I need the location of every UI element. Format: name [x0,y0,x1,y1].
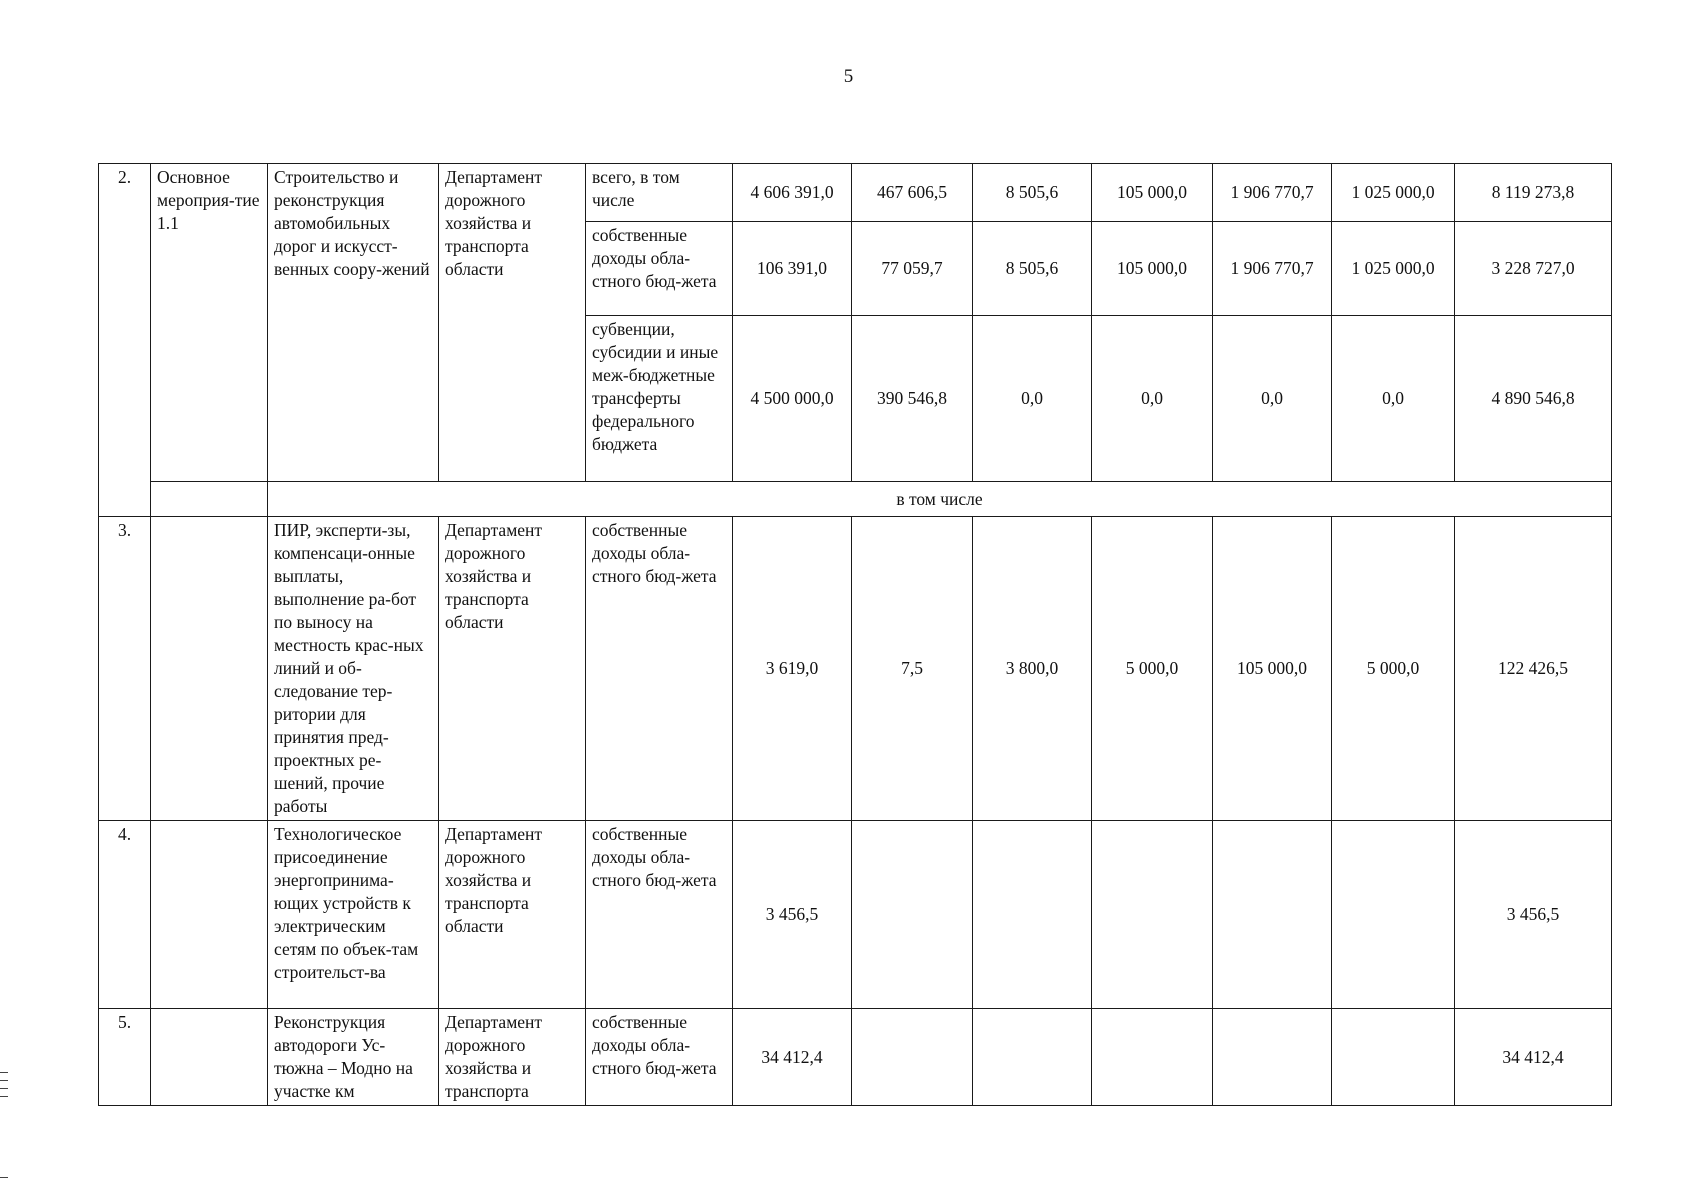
margin-mark [0,1072,8,1073]
measure-cell: Основное мероприя-тие 1.1 [151,164,268,482]
value-cell: 77 059,7 [852,222,973,316]
source-cell: субвенции, субсидии и иные меж-бюджетные трансферты федерального бюджета [586,316,733,482]
total-value-cell: 8 119 273,8 [1455,164,1612,222]
name-cell: Технологическое присоединение энергопринима-ющих устройств к электрическим сетям по объек-там строительст-ва [268,821,439,1009]
executor-cell: Департамент дорожного хозяйства и транспорта области [439,517,586,821]
margin-mark [0,1177,8,1178]
name-cell: ПИР, эксперти-зы, компенсаци-онные выплаты, выполнение ра-бот по выносу на местность крас-ных линий и об-следование тер-ритории для принятия пред-проектных ре-шений, прочие работы [268,517,439,821]
value-cell: 34 412,4 [733,1009,852,1106]
budget-table [98,163,1612,1106]
value-cell: 1 906 770,7 [1213,222,1332,316]
value-cell: 3 456,5 [733,821,852,1009]
value-cell: 1 025 000,0 [1332,222,1455,316]
value-cell: 105 000,0 [1092,164,1213,222]
value-cell: 3 619,0 [733,517,852,821]
value-cell: 0,0 [1332,316,1455,482]
value-cell: 7,5 [852,517,973,821]
row-number: 2. [99,164,151,517]
source-cell: собственные доходы обла-стного бюд-жета [586,1009,733,1106]
value-cell: 105 000,0 [1092,222,1213,316]
value-cell [852,1009,973,1106]
value-cell: 8 505,6 [973,222,1092,316]
value-cell: 106 391,0 [733,222,852,316]
measure-cell [151,517,268,821]
value-cell: 5 000,0 [1332,517,1455,821]
value-cell: 0,0 [1213,316,1332,482]
margin-mark [0,1088,8,1089]
table-row [99,821,1612,1009]
value-cell: 1 906 770,7 [1213,164,1332,222]
total-value-cell: 4 890 546,8 [1455,316,1612,482]
table-row [99,517,1612,821]
value-cell [973,1009,1092,1106]
page-number: 5 [843,66,854,87]
margin-mark [0,1080,8,1081]
executor-cell: Департамент дорожного хозяйства и транспорта области [439,164,586,482]
value-cell [1213,1009,1332,1106]
measure-cell [151,1009,268,1106]
name-cell: Строительство и реконструкция автомобильных дорог и искусст-венных соору-жений [268,164,439,482]
value-cell: 0,0 [1092,316,1213,482]
value-cell: 105 000,0 [1213,517,1332,821]
value-cell: 5 000,0 [1092,517,1213,821]
value-cell [1092,821,1213,1009]
value-cell: 390 546,8 [852,316,973,482]
executor-cell: Департамент дорожного хозяйства и транспорта [439,1009,586,1106]
value-cell: 0,0 [973,316,1092,482]
value-cell [1213,821,1332,1009]
executor-cell: Департамент дорожного хозяйства и транспорта области [439,821,586,1009]
value-cell: 3 800,0 [973,517,1092,821]
value-cell [1092,1009,1213,1106]
name-cell: Реконструкция автодороги Ус-тюжна – Модно на участке км [268,1009,439,1106]
value-cell: 8 505,6 [973,164,1092,222]
row-number: 3. [99,517,151,821]
table-row [99,164,1612,222]
value-cell: 467 606,5 [852,164,973,222]
total-value-cell: 122 426,5 [1455,517,1612,821]
row-number: 4. [99,821,151,1009]
source-cell: собственные доходы обла-стного бюд-жета [586,222,733,316]
total-value-cell: 3 456,5 [1455,821,1612,1009]
value-cell [1332,1009,1455,1106]
subheader-label: в том числе [268,482,1612,517]
total-value-cell: 34 412,4 [1455,1009,1612,1106]
table-row [99,1009,1612,1106]
value-cell: 1 025 000,0 [1332,164,1455,222]
row-number: 5. [99,1009,151,1106]
value-cell: 4 606 391,0 [733,164,852,222]
value-cell: 4 500 000,0 [733,316,852,482]
source-cell: всего, в том числе [586,164,733,222]
source-cell: собственные доходы обла-стного бюд-жета [586,517,733,821]
source-cell: собственные доходы обла-стного бюд-жета [586,821,733,1009]
empty-cell [151,482,268,517]
value-cell [973,821,1092,1009]
value-cell [852,821,973,1009]
total-value-cell: 3 228 727,0 [1455,222,1612,316]
measure-cell [151,821,268,1009]
subheader-row [99,482,1612,517]
value-cell [1332,821,1455,1009]
margin-mark [0,1096,8,1097]
